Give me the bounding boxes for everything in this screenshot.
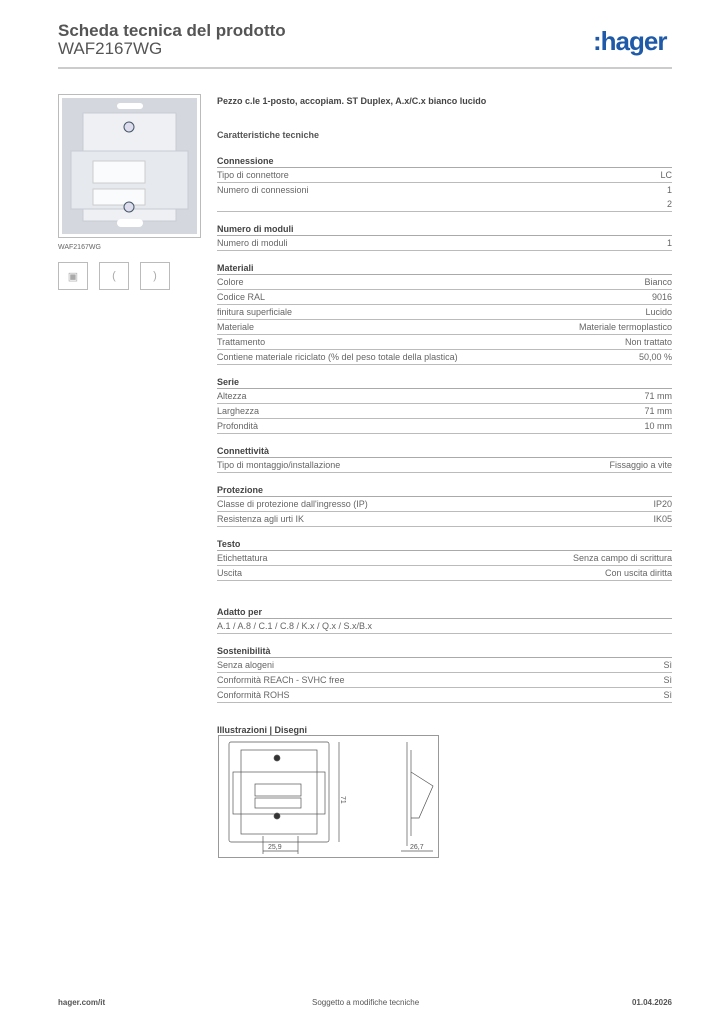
spec-value: Bianco (644, 277, 672, 287)
spec-row (217, 236, 672, 251)
spec-label: Altezza (217, 391, 247, 401)
footer-date: 01.04.2026 (631, 998, 672, 1007)
spec-row (217, 305, 672, 320)
spec-value: 1 2 (666, 185, 672, 209)
section-header: Sostenibilità (217, 645, 672, 658)
spec-row (217, 350, 672, 365)
specs-title: Caratteristiche tecniche (217, 130, 320, 140)
spec-label: Resistenza agli urti IK (217, 514, 305, 524)
spec-label: Senza alogeni (217, 660, 275, 670)
product-code: WAF2167WG (58, 39, 163, 58)
spec-label: Tipo di connettore (217, 170, 289, 180)
spec-label: Codice RAL (217, 292, 266, 302)
spec-label: Tipo di montaggio/installazione (217, 460, 341, 470)
spec-value: 1 (666, 238, 672, 248)
spec-section (217, 538, 672, 581)
section-header: Connettività (217, 445, 672, 458)
spec-value: Non trattato (624, 337, 672, 347)
spec-label: Larghezza (217, 406, 260, 416)
spec-row (217, 290, 672, 305)
spec-row (217, 419, 672, 434)
spec-value: Sì (663, 690, 672, 700)
spec-panel (217, 96, 672, 735)
spec-value: IK05 (653, 514, 672, 524)
header-divider (58, 67, 672, 69)
spec-label: Numero di connessioni (217, 185, 309, 195)
spec-value: 71 mm (644, 406, 672, 416)
section-header: Materiali (217, 262, 672, 275)
spec-value: 10 mm (644, 421, 672, 431)
illustrations-title: Illustrazioni | Disegni (217, 725, 308, 735)
section-header: Protezione (217, 484, 672, 497)
spec-value: Senza campo di scrittura (572, 553, 672, 563)
spec-value: Sì (663, 675, 672, 685)
spec-label: Uscita (217, 568, 243, 578)
spec-label: Profondità (217, 421, 259, 431)
spec-row (217, 512, 672, 527)
spec-section (217, 645, 672, 703)
spec-label: Classe di protezione dall'ingresso (IP) (217, 499, 368, 509)
spec-section (217, 223, 672, 251)
spec-row (217, 658, 672, 673)
spec-value: Materiale termoplastico (578, 322, 672, 332)
thumbnail-side-left[interactable] (99, 262, 129, 290)
spec-label: finitura superficiale (217, 307, 293, 317)
spec-row (217, 688, 672, 703)
spec-label: Trattamento (217, 337, 266, 347)
dim-height: 71 (339, 796, 346, 804)
product-description: Pezzo c.le 1-posto, accopiam. ST Duplex, A.x/C.x bianco lucido (217, 96, 487, 106)
spec-section (217, 376, 672, 434)
spec-row (217, 497, 672, 512)
section-header: Serie (217, 376, 672, 389)
spec-value: IP20 (653, 499, 672, 509)
spec-value: LC (660, 170, 672, 180)
spec-label: Contiene materiale riciclato (% del peso totale della plastica) (217, 352, 458, 362)
spec-label: Conformità ROHS (217, 690, 290, 700)
spec-label: A.1 / A.8 / C.1 / C.8 / K.x / Q.x / S.x/B.x (217, 621, 373, 631)
side-view-icon: ) (153, 270, 157, 282)
spec-label: Etichettatura (217, 553, 268, 563)
spec-section (217, 445, 672, 473)
spec-value: Sì (663, 660, 672, 670)
spec-row (217, 458, 672, 473)
spec-value: 50,00 % (638, 352, 672, 362)
spec-row (217, 183, 672, 212)
spec-row (217, 404, 672, 419)
spec-value: Con uscita diritta (604, 568, 672, 578)
page-title: Scheda tecnica del prodotto (58, 21, 286, 40)
product-image-label: WAF2167WG (58, 244, 101, 251)
spec-value: Fissaggio a vite (609, 460, 672, 470)
spec-row (217, 551, 672, 566)
spec-row (217, 566, 672, 581)
spec-row (217, 673, 672, 688)
hager-logo: :hager (593, 26, 667, 56)
spec-row (217, 619, 672, 634)
socket-icon: ▣ (67, 270, 79, 283)
spec-label: Conformità REACh - SVHC free (217, 675, 345, 685)
dim-width: 25,9 (268, 844, 282, 851)
spec-section (217, 606, 672, 634)
spec-value: Lucido (645, 307, 672, 317)
thumbnail-front[interactable] (58, 262, 88, 290)
spec-row (217, 320, 672, 335)
spec-label: Numero di moduli (217, 238, 288, 248)
spec-label: Materiale (217, 322, 255, 332)
thumbnail-side-right[interactable] (140, 262, 170, 290)
section-header: Numero di moduli (217, 223, 672, 236)
spec-section (217, 484, 672, 527)
spec-label: Colore (217, 277, 244, 287)
spec-value: 71 mm (644, 391, 672, 401)
section-header: Testo (217, 538, 672, 551)
technical-drawing (218, 735, 439, 858)
spec-row (217, 335, 672, 350)
section-header: Connessione (217, 155, 672, 168)
spec-row (217, 275, 672, 290)
spec-row (217, 168, 672, 183)
spec-value: 9016 (651, 292, 672, 302)
section-header: Adatto per (217, 606, 672, 619)
side-view-icon: ( (112, 270, 116, 282)
spec-row (217, 389, 672, 404)
spec-section (217, 262, 672, 365)
footer-website[interactable]: hager.com/it (58, 998, 106, 1007)
spec-section (217, 155, 672, 212)
footer-note: Soggetto a modifiche tecniche (312, 998, 420, 1007)
dim-depth: 26,7 (410, 844, 424, 851)
product-image (58, 94, 201, 238)
